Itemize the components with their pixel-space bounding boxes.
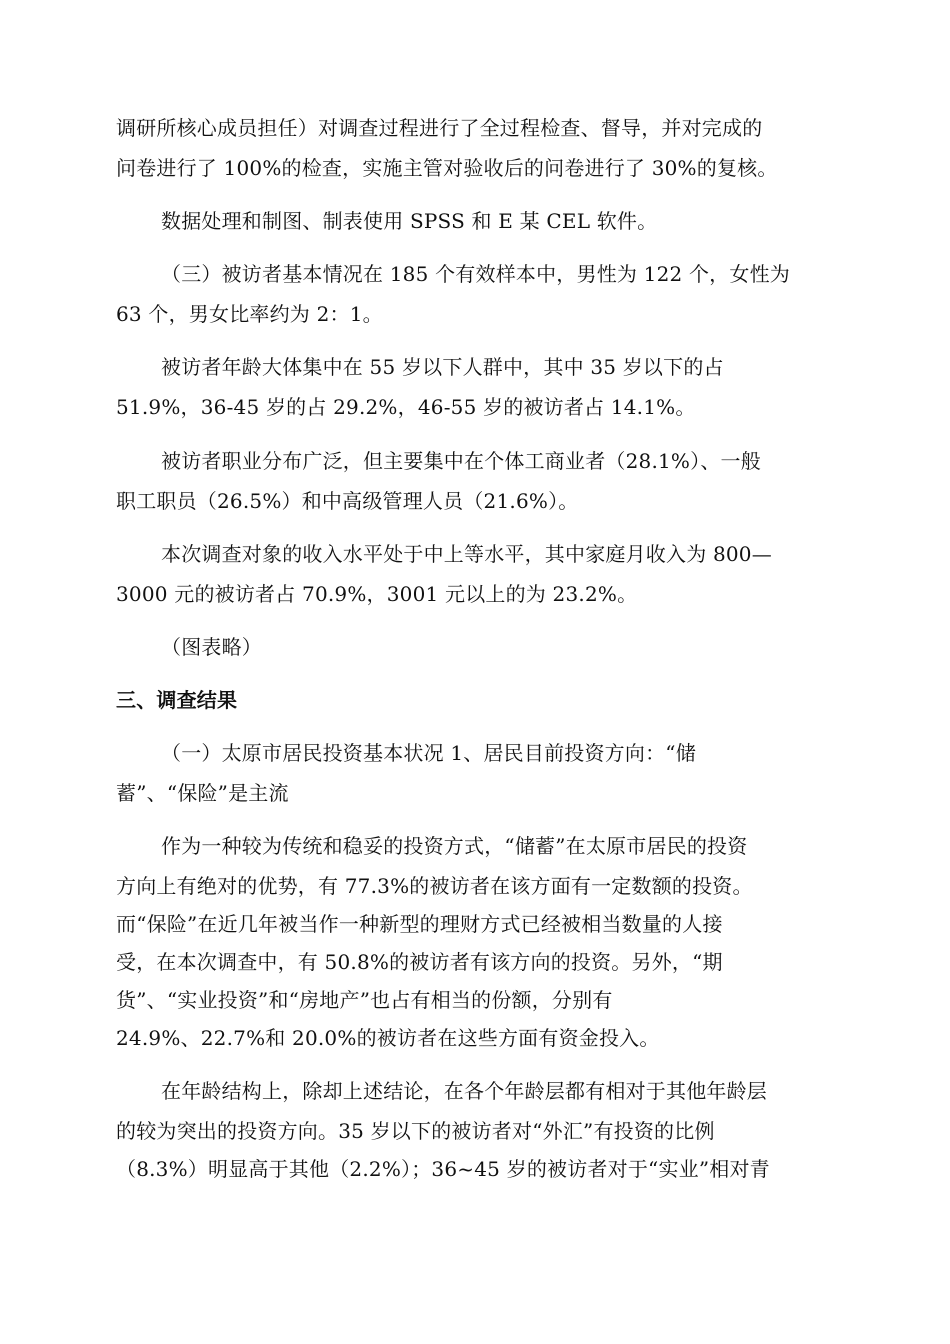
- paragraph-line: 51.9%，36-45 岁的占 29.2%，46-55 岁的被访者占 14.1%。: [116, 395, 696, 419]
- paragraph-line: 受，在本次调查中，有 50.8%的被访者有该方向的投资。另外，“期: [116, 950, 723, 974]
- paragraph-line: 24.9%、22.7%和 20.0%的被访者在这些方面有资金投入。: [116, 1026, 660, 1050]
- paragraph-line: 63 个，男女比率约为 2：1。: [116, 302, 383, 326]
- paragraph-line: 职工职员（26.5%）和中高级管理人员（21.6%）。: [116, 489, 579, 513]
- paragraph-line: 被访者年龄大体集中在 55 岁以下人群中，其中 35 岁以下的占: [161, 355, 724, 379]
- paragraph-line: （三）被访者基本情况在 185 个有效样本中，男性为 122 个，女性为: [161, 262, 790, 286]
- paragraph-line: 而“保险”在近几年被当作一种新型的理财方式已经被相当数量的人接: [116, 912, 723, 936]
- paragraph-line: 调研所核心成员担任）对调查过程进行了全过程检查、督导，并对完成的: [116, 116, 763, 140]
- paragraph-line: 问卷进行了 100%的检查，实施主管对验收后的问卷进行了 30%的复核。: [116, 156, 778, 180]
- paragraph-line: （8.3%）明显高于其他（2.2%）；36~45 岁的被访者对于“实业”相对青: [116, 1157, 770, 1181]
- paragraph-line: 在年龄结构上，除却上述结论，在各个年龄层都有相对于其他年龄层: [161, 1079, 767, 1103]
- paragraph-line: 本次调查对象的收入水平处于中上等水平，其中家庭月收入为 800—: [161, 542, 772, 566]
- section-heading: 三、调查结果: [116, 688, 238, 712]
- paragraph-line: 方向上有绝对的优势，有 77.3%的被访者在该方面有一定数额的投资。: [116, 874, 753, 898]
- paragraph-line: 被访者职业分布广泛，但主要集中在个体工商业者（28.1%）、一般: [161, 449, 761, 473]
- paragraph-line: 数据处理和制图、制表使用 SPSS 和 E 某 CEL 软件。: [161, 209, 658, 233]
- paragraph-line: 的较为突出的投资方向。35 岁以下的被访者对“外汇”有投资的比例: [116, 1119, 715, 1143]
- figure-omitted-note: （图表略）: [161, 635, 262, 659]
- paragraph-line: 货”、“实业投资”和“房地产”也占有相当的份额，分别有: [116, 988, 613, 1012]
- paragraph-line: 3000 元的被访者占 70.9%，3001 元以上的为 23.2%。: [116, 582, 638, 606]
- paragraph-line: 蓄”、“保险”是主流: [116, 781, 289, 805]
- subsection-heading: （一）太原市居民投资基本状况 1、居民目前投资方向：“储: [161, 741, 696, 765]
- paragraph-line: 作为一种较为传统和稳妥的投资方式，“储蓄”在太原市居民的投资: [161, 834, 748, 858]
